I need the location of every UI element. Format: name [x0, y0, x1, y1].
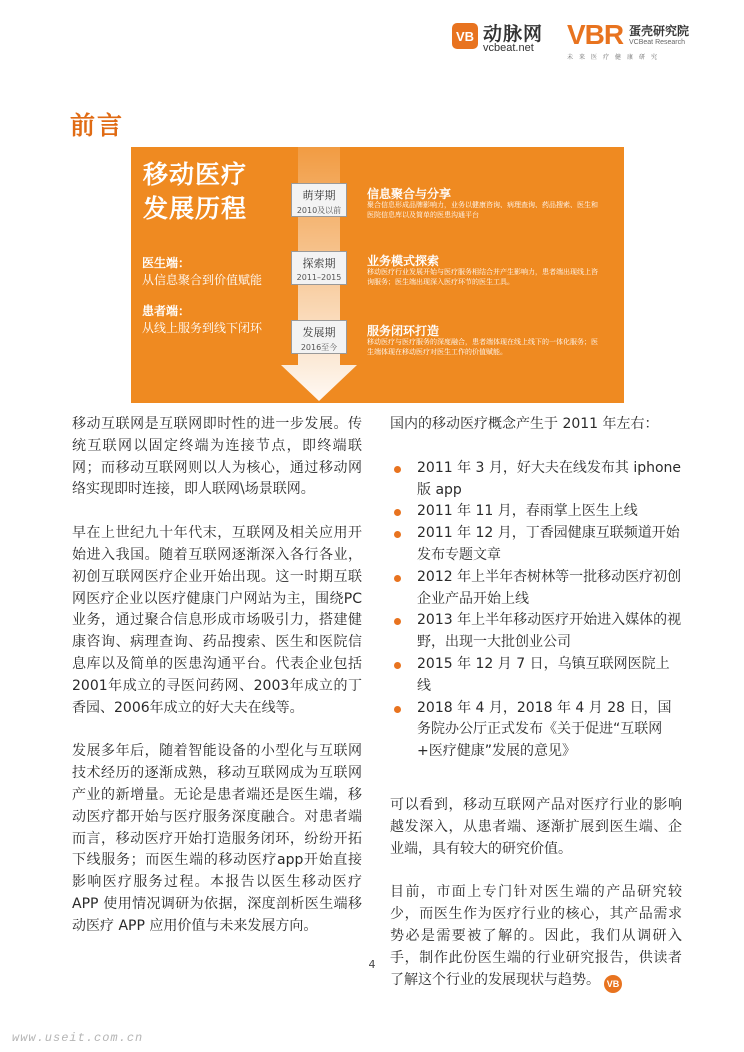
stage-box-sprout — [291, 183, 347, 217]
phase-title: 信息聚合与分享 — [367, 187, 452, 201]
page-number: 4 — [368, 958, 376, 971]
patient-text: 从线上服务到线下闭环 — [142, 321, 263, 335]
vbr-mark-icon: VBR — [567, 19, 624, 50]
paragraph: 早在上世纪九十年代末，互联网及相关应用开始进入我国。随着互联网逐渐深入各行各业，初创互联网医疗企业开始出现。这一时期互联网医疗企业以医疗健康门户网站为主，围绕PC业务，通过聚合信息形成市场吸引力，搭建健康咨询、病理查询、药品搜索、医生和医院信息库以及简单的医患沟通平台。代表企业包括2001年成立的寻医问药网、2003年成立的丁香园、2006年成立的好大夫在线等。 — [72, 525, 362, 716]
stage-years: 2016至今 — [300, 343, 338, 352]
bullet-dot-icon — [394, 466, 401, 473]
development-history-banner — [131, 147, 624, 403]
doctor-text: 从信息聚合到价值赋能 — [142, 273, 263, 287]
list-item: 2011 年 3 月，好大夫在线发布其 iphone 版 app — [390, 458, 682, 502]
phase-desc: 移动医疗与医疗服务的深度融合，患者端体现在线上线下的一体化服务；医生端体现在移动医疗对医生工作的价值赋能。 — [367, 338, 598, 356]
patient-label: 患者端： — [142, 304, 191, 318]
phase-title: 服务闭环打造 — [367, 324, 440, 338]
phase-desc: 聚合信息形成品牌影响力，业务以健康咨询、病理查询、药品搜索、医生和医院信息库以及简单的医患沟通平台 — [367, 201, 598, 219]
vcbeat-research-logo — [567, 18, 697, 60]
research-en: VCBeat Research — [629, 39, 686, 46]
list-item: 2012 年上半年杏树林等一批移动医疗初创企业产品开始上线 — [390, 567, 682, 611]
list-item: 2013 年上半年移动医疗开始进入媒体的视野，出现一大批创业公司 — [390, 610, 682, 654]
closing-paragraph: 目前，市面上专门针对医生端的产品研究较少，而医生作为医疗行业的核心，其产品需求势必是需要被了解的。因此，我们从调研入手，制作此份医生端的行业研究报告，供读者了解这个行业的发展现状与趋势。 VB — [390, 882, 682, 993]
phase-title: 业务模式探索 — [367, 254, 440, 268]
bullet-dot-icon — [394, 662, 401, 669]
bullet-dot-icon — [394, 706, 401, 713]
list-item: 2018 年 4 月，2018 年 4 月 28 日，国务院办公厅正式发布《关于促进“互联网+医疗健康”发展的意见》 — [390, 698, 682, 763]
stage-name: 发展期 — [302, 326, 336, 339]
left-column — [72, 414, 362, 938]
timeline-intro: 国内的移动医疗概念产生于 2011 年左右： — [390, 416, 659, 432]
banner-title-line2: 发展历程 — [143, 194, 248, 223]
phase-desc: 移动医疗行业发展开始与医疗服务相结合并产生影响力，患者端出现线上咨询服务；医生端出现深入医疗环节的医生工具。 — [367, 268, 598, 286]
paragraph: 发展多年后，随着智能设备的小型化与互联网技术经历的逐渐成熟，移动互联网成为互联网产业的新增量。无论是患者端还是医生端，移动医疗都开始与医疗服务深度融合。对患者端而言，移动医疗开始打造服务闭环，纷纷开拓下线服务；而医生端的移动医疗app开始直接影响医疗服务过程。本报告以医生移动医疗 APP 使用情况调研为依据，深度剖析医生端移动医疗 APP 应用价值与未来发展方向。 — [72, 743, 362, 934]
vcbeat-badge-icon: VB — [452, 23, 478, 49]
right-column — [390, 414, 682, 993]
bullet-dot-icon — [394, 618, 401, 625]
stage-years: 2011–2015 — [296, 273, 342, 282]
page-title: 前言 — [70, 111, 125, 140]
banner-title-line1: 移动医疗 — [143, 160, 248, 189]
bullet-dot-icon — [394, 531, 401, 538]
stage-box-develop — [291, 320, 347, 354]
stage-years: 2010及以前 — [296, 206, 342, 215]
list-item: 2011 年 12 月，丁香园健康互联频道开始发布专题文章 — [390, 523, 682, 567]
vcbeat-domain: vcbeat.net — [483, 42, 534, 54]
vb-end-icon: VB — [604, 975, 622, 993]
watermark: www.useit.com.cn — [12, 1031, 144, 1045]
bullet-dot-icon — [394, 509, 401, 516]
research-tagline: 未来医疗健康研究 — [567, 54, 664, 61]
list-item: 2015 年 12 月 7 日，乌镇互联网医院上线 — [390, 654, 682, 698]
doctor-label: 医生端： — [142, 256, 191, 270]
research-name: 蛋壳研究院 — [629, 24, 690, 38]
bullet-dot-icon — [394, 575, 401, 582]
paragraph: 可以看到，移动互联网产品对医疗行业的影响越发深入，从患者端、逐渐扩展到医生端、企业端，具有较大的研究价值。 — [390, 796, 682, 857]
timeline-list — [390, 458, 682, 763]
vcbeat-name: 动脉网 — [483, 23, 544, 45]
vcbeat-logo — [452, 18, 566, 56]
stage-name: 探索期 — [302, 257, 336, 270]
paragraph: 移动互联网是互联网即时性的进一步发展。传统互联网以固定终端为连接节点，即终端联网；而移动互联网则以人为核心，通过移动网络实现即时连接，即人联网\场景联网。 — [72, 416, 362, 498]
list-item: 2011 年 11 月，春雨掌上医生上线 — [390, 501, 682, 523]
stage-name: 萌芽期 — [302, 189, 336, 202]
stage-box-explore — [291, 251, 347, 285]
